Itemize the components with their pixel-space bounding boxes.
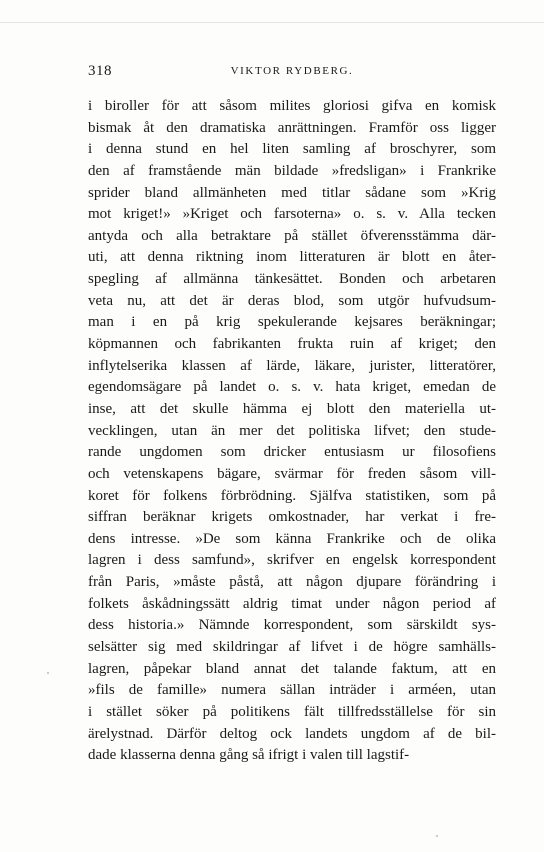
running-head: VIKTOR RYDBERG. [230,65,354,77]
text-line: inse, att det skulle hämma ej blott den materiella ut- [88,400,496,417]
text-line: lagren, påpekar bland annat det talande faktum, att en [88,660,496,677]
text-line: och vetenskapens bägare, svärmar för freden såsom vill- [88,465,496,482]
text-line: i biroller för att såsom milites gloriosi gifva en komisk [88,98,496,114]
scan-edge-line [0,22,544,23]
page-number: 318 [88,63,112,79]
text-line: dess historia.» Nämnde korrespondent, som särskildt sys- [88,617,496,634]
text-line: i denna stund en hel liten samling af broschyrer, som [88,141,496,158]
text-line: mot kriget!» »Kriget och farsoterna» o. s. v. Alla tecken [88,206,496,223]
text-line: koret för folkens förbrödning. Själfva statistiken, som på [88,487,496,504]
text-line: köpmannen och fabrikanten frukta ruin af kriget; den [88,336,496,353]
text-line: från Paris, »måste påstå, att någon djupare förändring i [88,574,496,591]
text-line: man i en på krig spekulerande kejsares beräkningar; [88,314,496,331]
text-line: selsätter sig med skildringar af lifvet i de högre samhälls- [88,639,496,656]
text-line: siffran beräknar krigets omkostnader, har verkat i fre- [88,509,496,526]
text-line: veta nu, att det är deras blod, som utgör hufvudsum- [88,292,496,309]
text-line: rande ungdomen som dricker entusiasm ur filosofiens [88,444,496,461]
text-line: folkets åskådningssätt aldrig timat under någon period af [88,595,496,612]
text-line: »fils de famille» numera sällan inträder i arméen, utan [88,682,496,699]
text-line: egendomsägare på landet o. s. v. hata kriget, emedan de [88,379,496,396]
text-line: sprider bland allmänheten med titlar sådane som »Krig [88,184,496,201]
text-line: uti, att denna riktning inom litteraturen är blott en åter- [88,249,496,266]
text-line: inflytelserika klassen af lärde, läkare, jurister, litteratörer, [88,357,496,374]
scan-speck [47,672,49,674]
body-text [88,96,496,767]
text-line: lagren i dess samfund», skrifver en engelsk korrespondent [88,552,496,569]
text-line: den af framstående män bildade »fredsligan» i Frankrike [88,162,496,179]
text-line: vecklingen, utan än mer det politiska lifvet; den stude- [88,422,496,439]
text-line: bismak åt den dramatiska anrättningen. Framför oss ligger [88,119,496,136]
text-line: spegling af allmänna tänkesättet. Bonden och arbetaren [88,271,496,288]
scan-speck [436,835,438,837]
text-line: dade klasserna denna gång så ifrigt i valen till lagstif- [88,747,410,764]
page-header [88,63,496,85]
text-line: ärelystnad. Därför deltog ock landets ungdom af de bil- [88,725,496,742]
text-line: i stället söker på politikens fält tillfredsställelse för sin [88,703,496,720]
text-line: dens intresse. »De som känna Frankrike och de olika [88,530,496,547]
text-line: antyda och alla betraktare på stället öfverensstämma där- [88,227,496,244]
